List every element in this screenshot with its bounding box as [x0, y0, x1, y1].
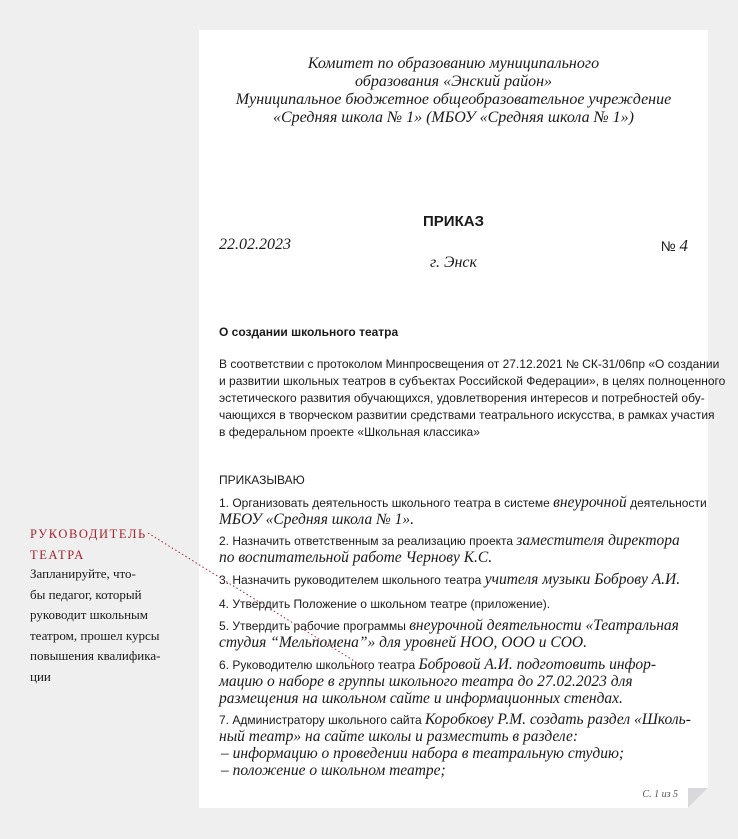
document-city: г. Энск [429, 254, 478, 271]
header-line: «Средняя школа № 1» (МБОУ «Средняя школа № 1») [273, 109, 634, 126]
note-line: театром, прошел курсы [30, 627, 160, 643]
page-counter: С. 1 из 5 [642, 789, 678, 800]
note-body [30, 564, 190, 687]
header-line: Муниципальное бюджетное общеобразовательное учреждение [235, 91, 672, 108]
number-prefix: № [660, 238, 676, 254]
item-fill: заместителя директора [516, 532, 680, 549]
note-title [30, 524, 147, 566]
note-title-line: ТЕАТРА [30, 548, 85, 562]
note-line: Запланируйте, что- [30, 566, 136, 581]
item-text: 4. Утвердить Положение о школьном театре (приложение). [219, 597, 551, 611]
number-value: 4 [679, 236, 688, 255]
item-fill: размещения на школьном сайте и информационных стендах. [219, 690, 623, 707]
preamble-line: В соответствии с протоколом Минпросвещения от 27.12.2021 № СК-31/06пр «О создании [219, 357, 720, 371]
item-bullet: – положение о школьном театре; [221, 762, 446, 779]
preamble-line: чающихся в творческом развитии средствами театрального искусства, в рамках участия [219, 408, 715, 422]
header-line: образования «Энский район» [354, 73, 552, 90]
item-fill: мацию о наборе в группы школьного театра до 27.02.2023 для [219, 673, 633, 690]
item-fill: студия “Мельпомена”» для уровней НОО, ООО и СОО. [219, 634, 587, 651]
preamble-line: в федеральном проекте «Школьная классика» [219, 425, 480, 439]
item-text: 2. Назначить ответственным за реализацию проекта [219, 534, 517, 548]
item-fill: учителя музыки Боброву А.И. [484, 571, 681, 588]
preamble-line: эстетического развития обучающихся, удовлетворения интересов и потребностей обу- [219, 391, 705, 405]
order-word: ПРИКАЗЫВАЮ [219, 473, 305, 487]
item-fill: по воспитательной работе Чернову К.С. [219, 549, 493, 566]
item-text: 5. Утвердить рабочие программы [219, 619, 410, 633]
item-fill: ный театр» на сайте школы и разместить в разделе: [219, 728, 579, 745]
document-title: ПРИКАЗ [423, 213, 484, 230]
item-fill: внеурочной деятельности «Театральная [409, 617, 679, 634]
item-bullet: – информацию о проведении набора в театральную студию; [221, 745, 625, 762]
item-fill: внеурочной [553, 494, 627, 511]
document-subject: О создании школьного театра [219, 325, 399, 339]
item-text: 3. Назначить руководителем школьного театра [219, 573, 485, 587]
note-line: бы педагог, который [30, 586, 142, 602]
item-text: 6. Руководителю школьного театра [219, 658, 419, 672]
header-line: Комитет по образованию муниципального [307, 55, 600, 72]
note-line: руководит школьным [30, 607, 148, 622]
item-text: 7. Администратору школьного сайта [219, 713, 425, 727]
document-date: 22.02.2023 [219, 236, 291, 253]
note-title-line: РУКОВОДИТЕЛЬ [30, 527, 147, 541]
item-fill: Бобровой А.И. подготовить инфор- [418, 656, 657, 673]
note-line: повышения квалифика- [30, 648, 161, 663]
preamble-line: и развитии школьных театров в субъектах Российской Федерации», в целях полноценного [219, 374, 726, 388]
item-text: 1. Организовать деятельность школьного театра в системе [219, 496, 554, 510]
item-fill: МБОУ «Средняя школа № 1». [219, 511, 414, 528]
item-fill: Коробкову Р.М. создать раздел «Школь- [424, 711, 691, 728]
note-line: ции [30, 668, 51, 684]
item-text: деятельности [626, 496, 707, 510]
